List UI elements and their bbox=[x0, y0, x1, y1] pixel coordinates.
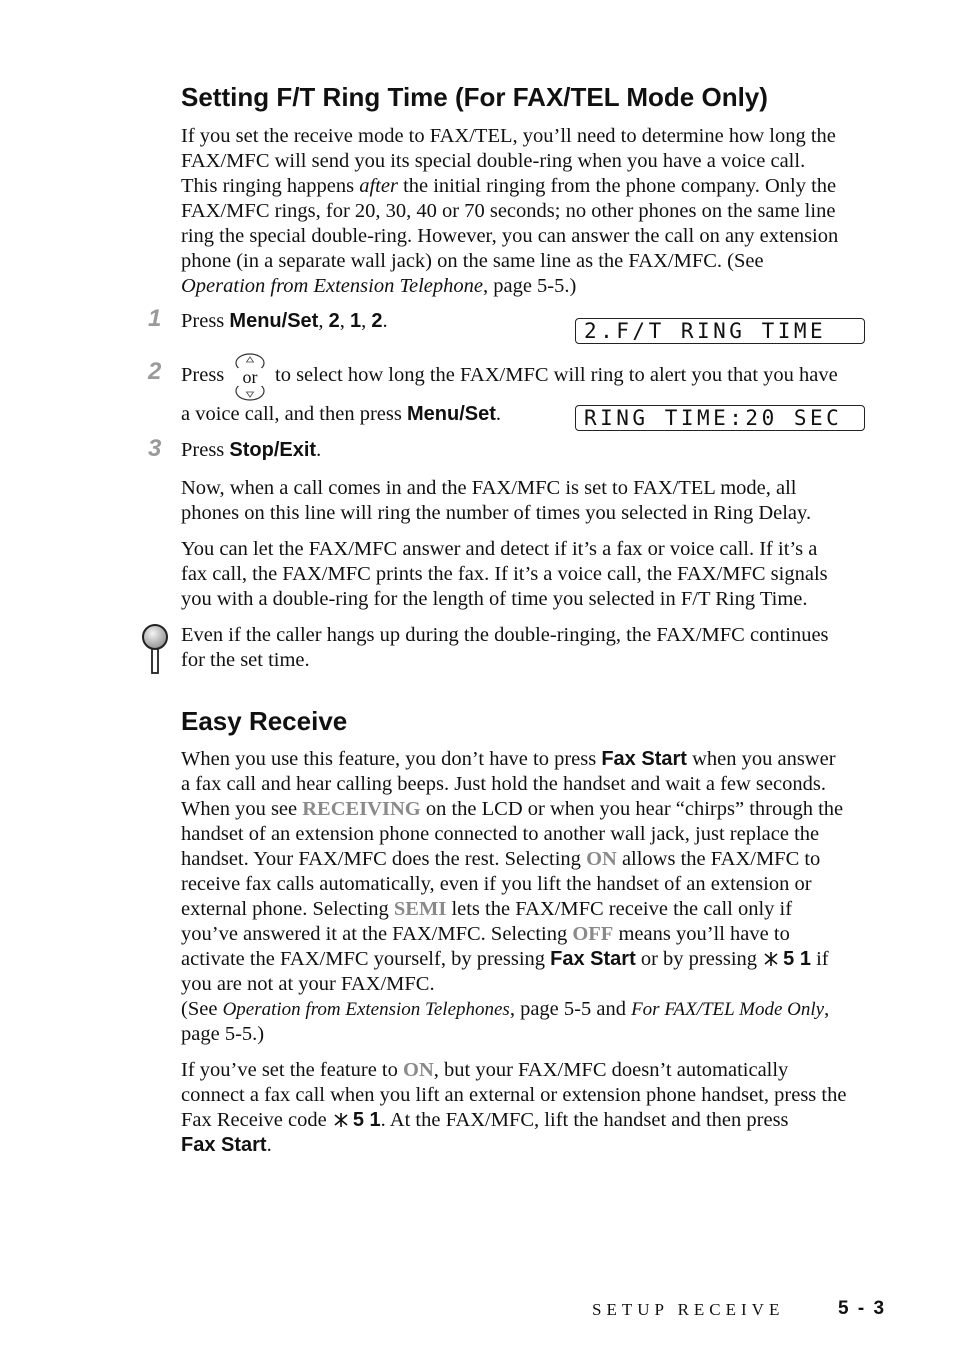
detect-paragraph: You can let the FAX/MFC answer and detect if it’s a fax or voice call. If it’s a fax call, the FAX/MFC prints the fax. If it’s a voice call, the FAX/MFC signals you with a double-ring for the length of time you selected in F/T Ring Time. bbox=[181, 538, 828, 610]
star-key-icon bbox=[332, 1113, 350, 1127]
note-text: Even if the caller hangs up during the double-ringing, the FAX/MFC continues for the set time. bbox=[181, 624, 829, 671]
lcd-display: RING TIME:20 SEC bbox=[575, 405, 865, 431]
section-title-ft-ring-time: Setting F/T Ring Time (For FAX/TEL Mode Only) bbox=[181, 82, 768, 112]
text-line: phone (in a separate wall jack) on the same line as the FAX/MFC. (See bbox=[181, 250, 764, 272]
text-line: FAX/MFC rings, for 20, 30, 40 or 70 seconds; no other phones on the same line bbox=[181, 200, 836, 222]
note-magnifier-icon bbox=[140, 623, 170, 675]
svg-text:or: or bbox=[242, 367, 258, 387]
intro-paragraph bbox=[181, 124, 875, 299]
step-2-line-1: Press or to select how long the FAX/MFC will ring to alert you that you have bbox=[181, 352, 881, 402]
lcd-display: 2.F/T RING TIME bbox=[575, 318, 865, 344]
star-key-icon bbox=[762, 952, 780, 966]
easy-receive-on-paragraph: If you’ve set the feature to ON, but your FAX/MFC doesn’t automatically connect a fax call when you lift an external or extension phone handset, press the Fax Receive code 5 1. At the FAX/MFC, lift the handset and then press Fax Start. bbox=[181, 1059, 847, 1156]
section-title-easy-receive: Easy Receive bbox=[181, 706, 348, 736]
text-line: If you set the receive mode to FAX/TEL, you’ll need to determine how long the bbox=[181, 125, 836, 147]
step-number: 2 bbox=[148, 358, 162, 385]
footer-section-name: SETUP RECEIVE bbox=[592, 1300, 785, 1319]
text-line: ring the special double-ring. However, you can answer the call on any extension bbox=[181, 225, 839, 247]
easy-receive-paragraph: When you use this feature, you don’t have to press Fax Start when you answer a fax call and hear calling beeps. Just hold the handset and wait a few seconds. When you see RECEIVING on the LCD or when you hear “chirps” through the handset of an extension phone connected to another wall jack, just replace the handset. Your FAX/MFC does the rest. Selecting ON allows the FAX/MFC to receive fax calls automatically, even if you lift the handset of an extension or external phone. Selecting SEMI lets the FAX/MFC receive the call only if you’ve answered it at the FAX/MFC. Selecting OFF means you’ll have to activate the FAX/MFC yourself, by pressing Fax Start or by pressing 5 1 if you are not at your FAX/MFC. (See Operation from Extension Telephones, page 5-5 and For FAX/TEL Mode Only, page 5-5.) bbox=[181, 748, 844, 1045]
step-1-text: Press Menu/Set, 2, 1, 2. bbox=[181, 310, 388, 332]
text-line: FAX/MFC will send you its special double-ring when you have a voice call. bbox=[181, 150, 806, 172]
step-2-line-2: a voice call, and then press Menu/Set. bbox=[181, 403, 502, 425]
step-number: 3 bbox=[148, 435, 162, 462]
ring-delay-paragraph: Now, when a call comes in and the FAX/MFC is set to FAX/TEL mode, all phones on this line will ring the number of times you selected in Ring Delay. bbox=[181, 477, 812, 524]
step-number: 1 bbox=[148, 305, 162, 332]
footer-page-number: 5 - 3 bbox=[838, 1298, 887, 1319]
step-3-text: Press Stop/Exit. bbox=[181, 439, 322, 461]
text-line: Operation from Extension Telephone, page 5-5.) bbox=[181, 275, 577, 297]
text-line: This ringing happens after the initial ringing from the phone company. Only the bbox=[181, 175, 837, 197]
navigation-arrows-icon bbox=[232, 352, 268, 402]
